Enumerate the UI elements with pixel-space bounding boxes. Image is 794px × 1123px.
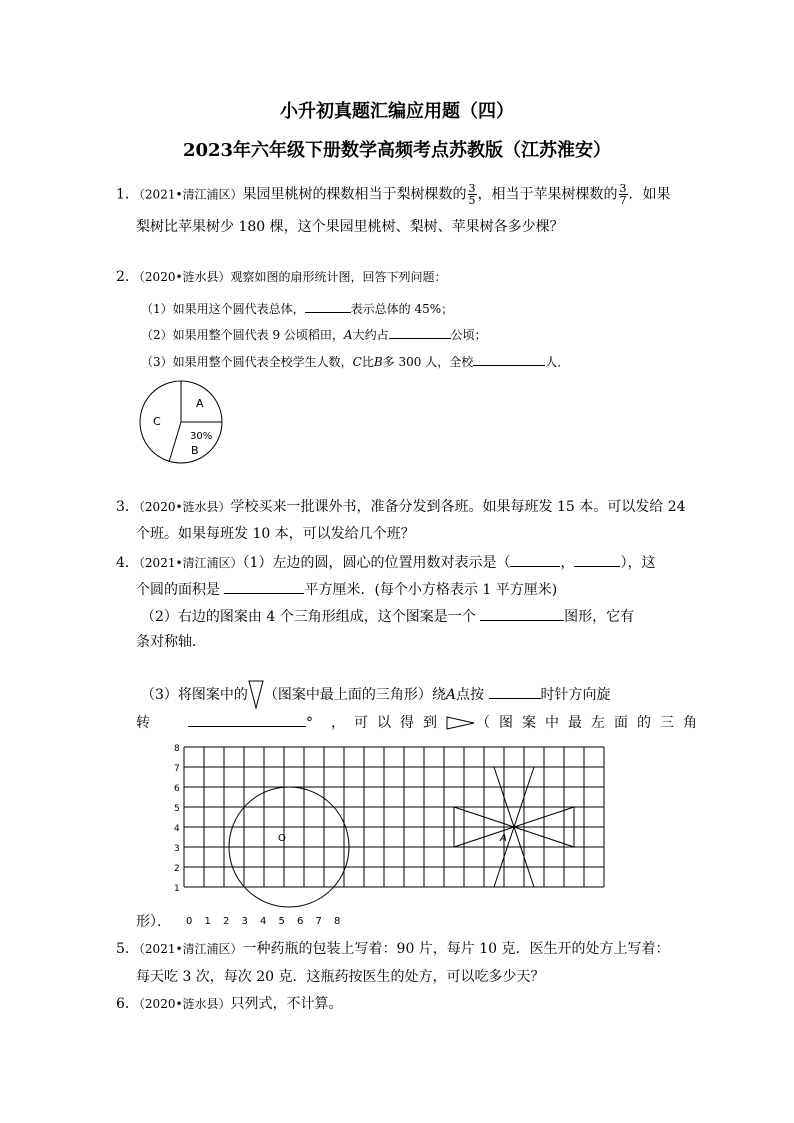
y-axis-label: 7	[174, 764, 180, 774]
x-axis-labels	[186, 916, 340, 927]
answer-blank[interactable]	[188, 712, 306, 727]
question-4-part-3-line-3: 形）．	[136, 914, 171, 930]
answer-blank[interactable]	[224, 579, 304, 594]
pie-label-a: A	[196, 397, 204, 410]
y-axis-label: 2	[174, 864, 180, 874]
question-source: （2021•清江浦区）	[138, 942, 243, 956]
pie-divider	[169, 422, 181, 462]
x-axis-label: 7	[315, 916, 322, 927]
question-number: 6．	[116, 996, 139, 1012]
question-6-line-1: 6．（2020•涟水县）只列式，不计算。	[116, 996, 343, 1012]
answer-blank[interactable]	[510, 552, 560, 567]
question-source: （2020•涟水县）	[138, 997, 231, 1011]
question-4-part-2-line-2: 条对称轴．	[136, 634, 206, 650]
question-2-sub-2: （2）如果用整个圆代表 9 公顷稻田，A大约占 公顷；	[141, 324, 487, 344]
question-5-line-2: 每天吃 3 次，每次 20 克．这瓶药按医生的处方，可以吃多少天？	[136, 969, 545, 985]
question-4-line-1: 4．（2021•清江浦区）（1）左边的圆，圆心的位置用数对表示是（ ， ），这	[116, 552, 655, 572]
coordinate-grid	[168, 740, 618, 930]
x-axis-label: 2	[223, 916, 230, 927]
answer-blank[interactable]	[473, 351, 545, 366]
question-number: 2．	[116, 269, 139, 285]
question-source: （2021•清江浦区）	[138, 187, 243, 202]
question-source: （2021•清江浦区）	[138, 556, 243, 570]
page-title: 小升初真题汇编应用题（四）	[280, 101, 514, 122]
question-number: 5．	[116, 941, 139, 957]
pie-label-b: B	[191, 444, 199, 457]
fraction-3-5: $\frac{3}{5}$	[468, 182, 476, 207]
question-4-line-2: 个圆的面积是 平方厘米．(每个小方格表示 1 平方厘米)	[136, 579, 557, 599]
answer-blank[interactable]	[574, 552, 620, 567]
x-axis-label: 1	[204, 916, 211, 927]
answer-blank[interactable]	[489, 684, 541, 699]
answer-blank[interactable]	[305, 298, 351, 313]
question-2-sub-1: （1）如果用这个圆代表总体， 表示总体的 45%；	[141, 298, 453, 318]
triangle-top	[494, 767, 534, 827]
point-a-label: A	[500, 833, 507, 844]
x-axis-label: 6	[297, 916, 304, 927]
question-number: 3．	[116, 499, 139, 515]
left-triangle-icon	[446, 716, 476, 730]
question-number: 1．	[116, 186, 139, 203]
question-number: 4．	[116, 555, 139, 571]
question-3-line-1: 3．（2020•涟水县）学校买来一批课外书，准备分发到各班。如果每班发 15 本。可以发给 24	[116, 499, 686, 515]
x-axis-label: 0	[186, 916, 193, 927]
pie-label-c: C	[153, 415, 161, 428]
grid-lines	[184, 747, 604, 887]
top-triangle-icon	[248, 680, 264, 710]
question-1-line-1: 1．（2021•清江浦区）果园里桃树的棵数相当于梨树棵数的 $\frac{3}{5}$ ，相当于苹果树棵数的 $\frac{3}{7}$ ．如果	[116, 182, 671, 207]
y-axis-label: 5	[174, 804, 180, 814]
x-axis-label: 4	[260, 916, 267, 927]
question-4-part-3: （3）将图案中的 （图案中最上面的三角形）绕A点按 时针方向旋	[141, 680, 611, 710]
question-3-line-2: 个班。如果每班发 10 本，可以发给几个班？	[136, 526, 415, 542]
answer-blank[interactable]	[480, 606, 564, 621]
x-axis-label: 3	[241, 916, 248, 927]
y-axis-label: 3	[174, 844, 180, 854]
answer-blank[interactable]	[389, 324, 451, 339]
question-2-sub-3: （3）如果用整个圆代表全校学生人数，C比B多 300 人，全校 人．	[141, 351, 569, 371]
question-2-line-1: 2．（2020•涟水县）观察如图的扇形统计图，回答下列问题：	[116, 269, 447, 285]
circle-center-label: O	[278, 833, 286, 844]
fraction-3-7: $\frac{3}{7}$	[619, 182, 627, 207]
pie-label-b-percent: 30%	[190, 431, 213, 442]
x-axis-label: 8	[334, 916, 341, 927]
question-4-part-3-line-2: 转 ° ，可以得到 （图案中最左面的三角	[136, 712, 706, 732]
page-subtitle: 2023年六年级下册数学高频考点苏教版（江苏淮安）	[182, 140, 612, 161]
y-axis-label: 1	[174, 884, 180, 894]
x-axis-label: 5	[278, 916, 285, 927]
question-1-line-2: 梨树比苹果树少 180 棵，这个果园里桃树、梨树、苹果树各多少棵？	[136, 219, 564, 235]
question-5-line-1: 5．（2021•清江浦区）一种药瓶的包装上写着：90 片，每片 10 克．医生开的处方上写着：	[116, 941, 670, 957]
question-source: （2020•涟水县）	[138, 270, 231, 284]
question-4-part-2: （2）右边的图案由 4 个三角形组成，这个图案是一个 图形，它有	[141, 606, 634, 626]
y-axis-label: 8	[174, 744, 180, 754]
y-axis-label: 4	[174, 824, 180, 834]
y-axis-label: 6	[174, 784, 180, 794]
y-axis-labels	[174, 744, 180, 894]
question-source: （2020•涟水县）	[138, 500, 231, 514]
pie-chart	[136, 380, 228, 466]
